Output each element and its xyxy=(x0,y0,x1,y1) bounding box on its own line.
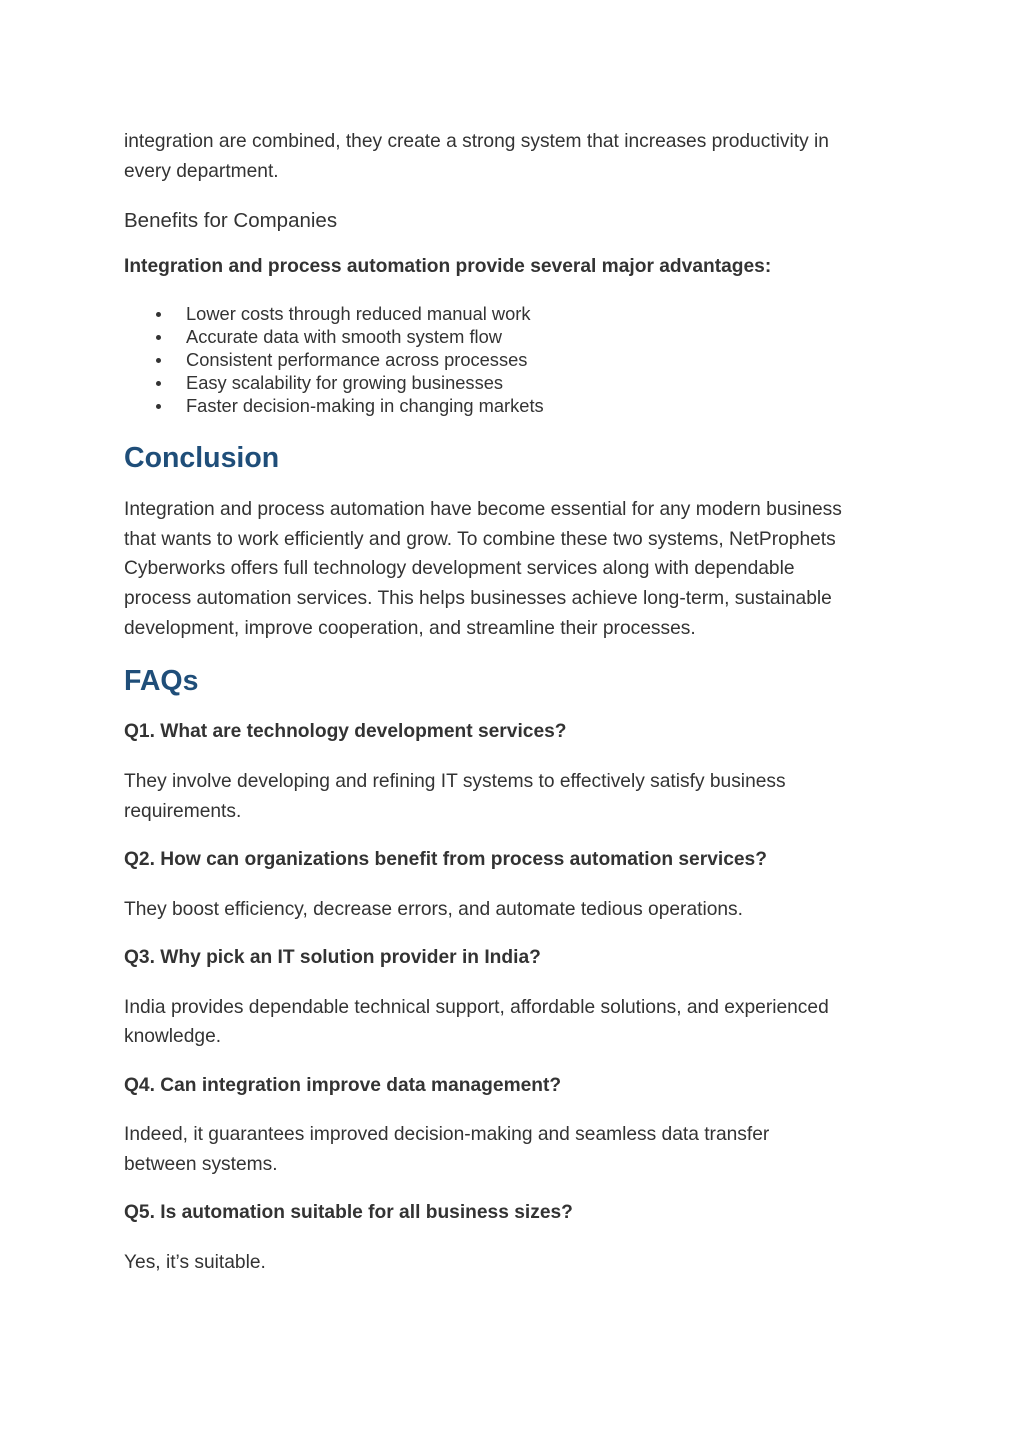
benefits-title: Benefits for Companies xyxy=(124,209,338,232)
conclusion-heading: Conclusion xyxy=(124,442,280,474)
benefits-list xyxy=(124,302,544,417)
list-item: Accurate data with smooth system flow xyxy=(124,325,544,348)
faqs-heading: FAQs xyxy=(124,665,199,697)
faq-answer-1-line-2: requirements. xyxy=(124,801,242,822)
conclusion-line-3: Cyberworks offers full technology development services along with dependable xyxy=(124,558,795,579)
faq-question-2: Q2. How can organizations benefit from process automation services? xyxy=(124,849,767,870)
conclusion-line-4: process automation services. This helps businesses achieve long-term, sustainable xyxy=(124,588,832,609)
faq-answer-4-line-1: Indeed, it guarantees improved decision-making and seamless data transfer xyxy=(124,1124,770,1145)
faq-question-5: Q5. Is automation suitable for all business sizes? xyxy=(124,1202,573,1223)
faq-question-3: Q3. Why pick an IT solution provider in India? xyxy=(124,947,541,968)
bullet-icon xyxy=(156,381,161,386)
faq-answer-4-line-2: between systems. xyxy=(124,1154,278,1175)
list-item: Easy scalability for growing businesses xyxy=(124,371,544,394)
bullet-icon xyxy=(156,312,161,317)
bullet-icon xyxy=(156,404,161,409)
faq-question-1: Q1. What are technology development services? xyxy=(124,721,567,742)
faq-answer-3-line-2: knowledge. xyxy=(124,1026,222,1047)
faq-question-4: Q4. Can integration improve data management? xyxy=(124,1075,562,1096)
bullet-icon xyxy=(156,358,161,363)
conclusion-line-5: development, improve cooperation, and streamline their processes. xyxy=(124,618,696,639)
faq-answer-5-line-1: Yes, it’s suitable. xyxy=(124,1252,266,1273)
list-item: Lower costs through reduced manual work xyxy=(124,302,544,325)
list-item: Faster decision-making in changing markets xyxy=(124,394,544,417)
faq-answer-2-line-1: They boost efficiency, decrease errors, and automate tedious operations. xyxy=(124,899,743,920)
faq-answer-1-line-1: They involve developing and refining IT systems to effectively satisfy business xyxy=(124,771,786,792)
conclusion-line-2: that wants to work efficiently and grow. To combine these two systems, NetProphets xyxy=(124,529,836,550)
faq-answer-3-line-1: India provides dependable technical support, affordable solutions, and experienced xyxy=(124,997,829,1018)
conclusion-line-1: Integration and process automation have become essential for any modern business xyxy=(124,499,842,520)
list-item: Consistent performance across processes xyxy=(124,348,544,371)
benefits-lead: Integration and process automation provide several major advantages: xyxy=(124,256,772,277)
bullet-icon xyxy=(156,335,161,340)
intro-line-1: integration are combined, they create a strong system that increases productivity in xyxy=(124,131,829,152)
intro-line-2: every department. xyxy=(124,161,279,182)
